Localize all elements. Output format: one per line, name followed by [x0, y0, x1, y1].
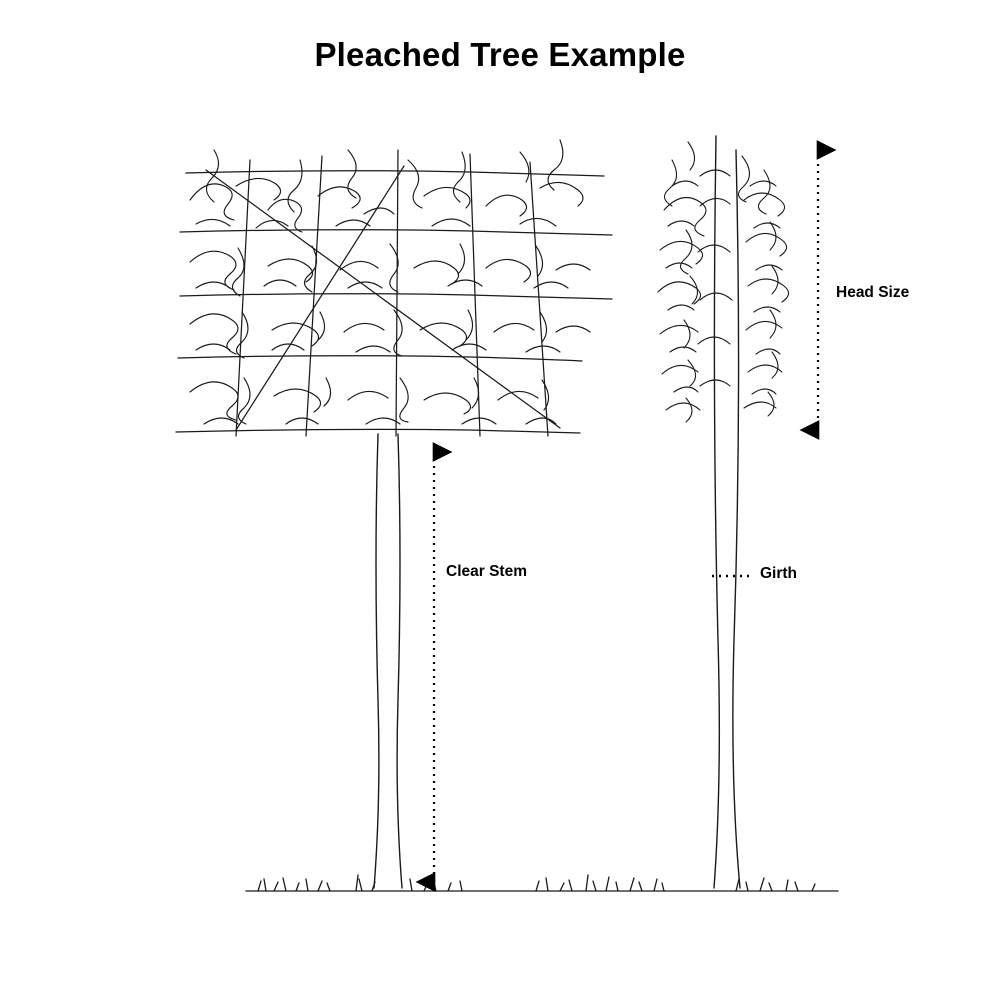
right-tree-trunk: [714, 136, 740, 888]
left-tree-trunk: [374, 434, 402, 888]
label-head-size: Head Size: [836, 284, 910, 301]
left-tree-frame: [176, 150, 612, 436]
label-girth: Girth: [760, 565, 798, 582]
page-title: Pleached Tree Example: [314, 36, 686, 73]
ground-line-grass: [246, 875, 838, 891]
left-tree-twigs-band3: [190, 310, 590, 358]
label-clear-stem: Clear Stem: [446, 563, 527, 580]
right-tree-foliage: [658, 142, 789, 422]
left-tree-twigs-band2: [190, 244, 590, 296]
